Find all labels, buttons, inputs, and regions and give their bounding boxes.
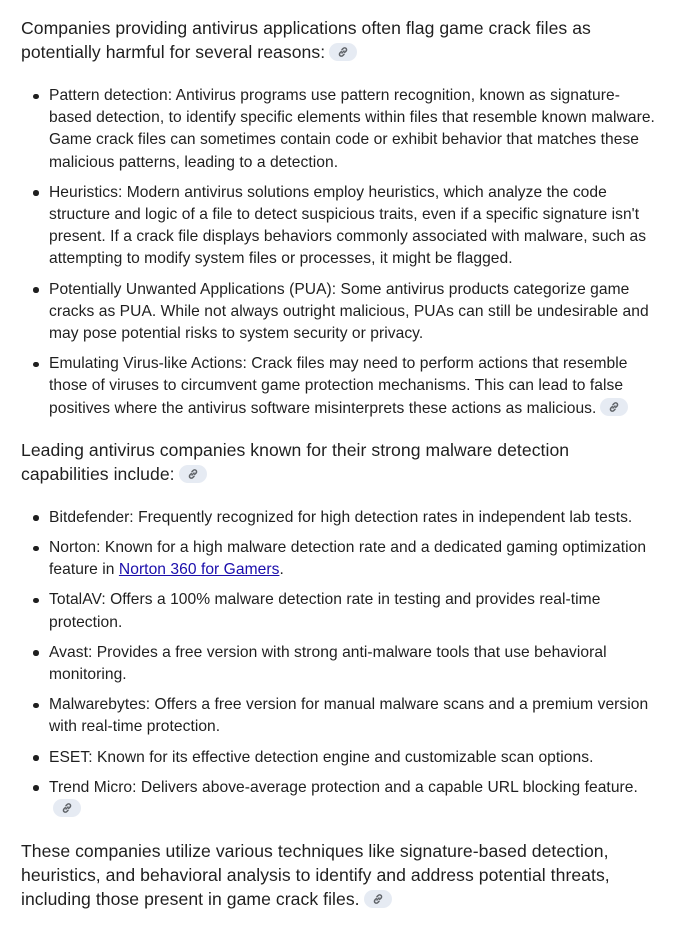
reasons-list: [21, 85, 660, 420]
link-icon: [608, 401, 620, 413]
list-item: Bitdefender: Frequently recognized for high detection rates in independent lab tests.: [21, 507, 660, 529]
list-item: Avast: Provides a free version with strong anti-malware tools that use behavioral monitoring.: [21, 642, 660, 686]
citation-chip[interactable]: [364, 890, 392, 908]
conclusion-paragraph: [21, 839, 660, 911]
list-item: Norton: Known for a high malware detection rate and a dedicated gaming optimization feature in Norton 360 for Gamers.: [21, 537, 660, 581]
intro-text: Companies providing antivirus applications often flag game crack files as potentially harmful for several reasons:: [21, 18, 591, 62]
citation-chip[interactable]: [329, 43, 357, 61]
list-item: Potentially Unwanted Applications (PUA): Some antivirus products categorize game cracks as PUA. While not always outright malicious, PUAs can still be undesirable and may pose potential risks to system security or privacy.: [21, 279, 660, 346]
link-icon: [61, 802, 73, 814]
list-item: Malwarebytes: Offers a free version for manual malware scans and a premium version with real-time protection.: [21, 694, 660, 738]
conclusion-text: These companies utilize various techniques like signature-based detection, heuristics, and behavioral analysis to identify and address potential threats, including those present in game crack files.: [21, 841, 610, 910]
list-item: TotalAV: Offers a 100% malware detection rate in testing and provides real-time protection.: [21, 589, 660, 633]
list-item: Heuristics: Modern antivirus solutions employ heuristics, which analyze the code structure and logic of a file to detect suspicious traits, even if a specific signature isn't present. If a crack file displays behaviors commonly associated with malware, such as attempting to modify system files or processes, it might be flagged.: [21, 182, 660, 271]
list-item: Emulating Virus-like Actions: Crack files may need to perform actions that resemble those of viruses to circumvent game protection mechanisms. This can lead to false positives where the antivirus software misinterprets these actions as malicious.: [21, 353, 660, 420]
link-icon: [337, 46, 349, 58]
list-item: Trend Micro: Delivers above-average protection and a capable URL blocking feature.: [21, 777, 660, 821]
companies-list: [21, 507, 660, 821]
companies-intro-paragraph: [21, 438, 660, 486]
citation-chip[interactable]: [600, 398, 628, 416]
companies-intro-text: Leading antivirus companies known for their strong malware detection capabilities include:: [21, 439, 570, 484]
citation-chip[interactable]: [179, 465, 207, 483]
link-icon: [372, 893, 384, 905]
list-item: Pattern detection: Antivirus programs use pattern recognition, known as signature-based detection, to identify specific elements within files that resemble known malware. Game crack files can sometimes contain code or exhibit behavior that matches these malicious patterns, leading to a detection.: [21, 85, 660, 174]
citation-chip[interactable]: [53, 799, 81, 817]
list-item: ESET: Known for its effective detection engine and customizable scan options.: [21, 747, 660, 769]
norton-360-link[interactable]: Norton 360 for Gamers: [118, 561, 280, 579]
link-icon: [187, 468, 199, 480]
intro-paragraph: [21, 16, 660, 64]
